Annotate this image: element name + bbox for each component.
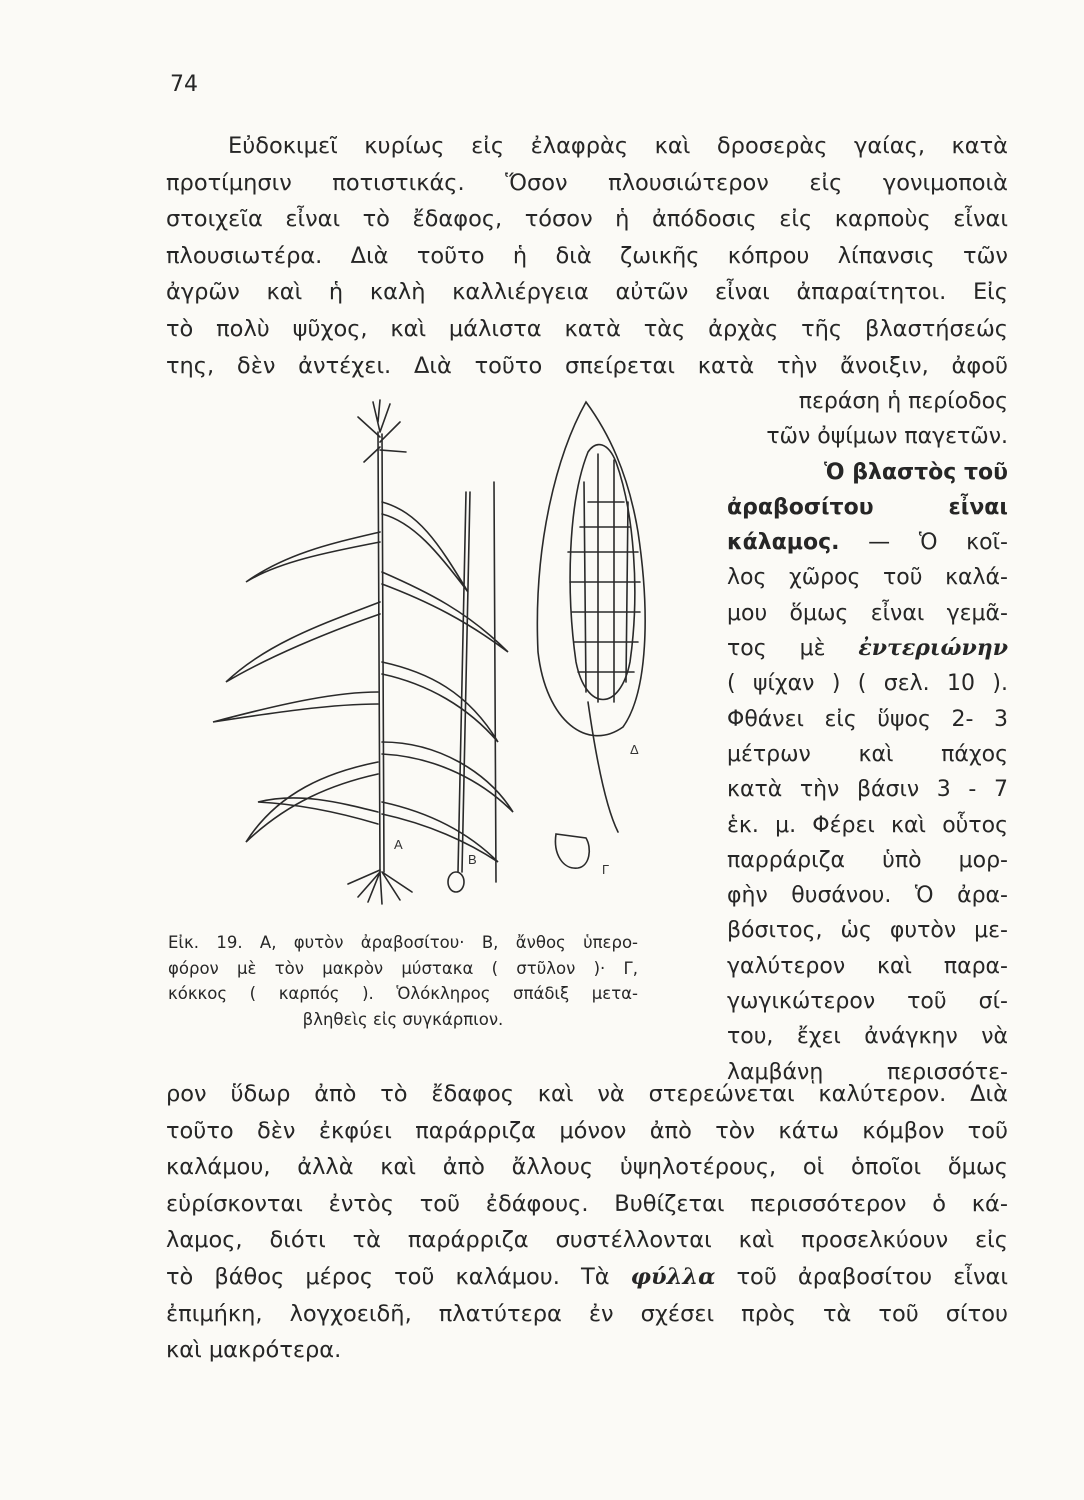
text-fragment: τὸ βάθος μέρος τοῦ καλάμου. Τὰ <box>166 1263 631 1290</box>
leaf <box>258 798 378 824</box>
corn-ear-cob <box>570 445 635 700</box>
text-line: γωγικώτερον τοῦ σί- <box>727 989 1008 1015</box>
leaf <box>213 692 378 722</box>
leaf <box>226 602 380 682</box>
text-fragment: τοῦ ἀραβοσίτου εἶναι <box>715 1263 1008 1290</box>
figure-label-b: Β <box>468 852 477 867</box>
text-line: Φθάνει εἰς ὕψος 2- 3 <box>727 706 1008 732</box>
closing-paragraph <box>166 1076 1008 1369</box>
text-line: μου ὅμως εἶναι γεμᾶ- <box>727 600 1008 626</box>
text-line: τοῦτο δὲν ἐκφύει παράρριζα μόνον ἀπὸ τὸν κάτω κόμβον τοῦ <box>166 1117 1008 1144</box>
text-fragment: τος μὲ <box>727 636 859 662</box>
caption-line: φόρον μὲ τὸν μακρὸν μύστακα ( στῦλον )· Γ, <box>168 958 638 978</box>
roots <box>348 870 412 904</box>
kernel <box>555 834 589 868</box>
leaf <box>382 742 513 812</box>
figure-caption <box>168 930 638 1032</box>
emphasis-term: ἐντεριώνην <box>858 635 1008 662</box>
maize-illustration <box>168 392 703 912</box>
text-fragment: — Ὁ κοῖ- <box>839 530 1008 556</box>
text-line: ἑκ. μ. Φέρει καὶ οὗτος <box>727 812 1008 838</box>
leaf <box>382 572 508 652</box>
text-line: τῶν ὀψίμων παγετῶν. <box>766 424 1008 450</box>
text-line: ( ψίχαν ) ( σελ. 10 ). <box>727 671 1008 697</box>
text-line <box>166 1259 1008 1296</box>
section-heading-line: Ὁ βλαστὸς τοῦ <box>824 459 1008 485</box>
text-line: καὶ μακρότερα. <box>166 1337 342 1364</box>
flower-style <box>458 492 466 872</box>
text-line: Εὐδοκιμεῖ κυρίως εἰς ἐλαφρὰς καὶ δροσερὰς γαίας, κατὰ <box>228 133 1008 159</box>
text-line: του, ἔχει ἀνάγκην νὰ <box>727 1024 1008 1050</box>
text-line: κατὰ τὴν βάσιν 3 - 7 <box>727 777 1008 803</box>
text-line: εὑρίσκονται ἐντὸς τοῦ ἐδάφους. Βυθίζεται περισσότερον ὁ κά- <box>166 1190 1008 1217</box>
side-column-text <box>727 384 1008 1090</box>
section-heading-end: κάλαμος. <box>727 530 840 556</box>
text-line: ρον ὕδωρ ἀπὸ τὸ ἔδαφος καὶ νὰ στερεώνεται καλύτερον. Διὰ <box>166 1081 1008 1107</box>
text-line: λος χῶρος τοῦ καλά- <box>727 565 1008 591</box>
maize-drawing <box>168 392 703 912</box>
text-line: γαλύτερον καὶ παρα- <box>727 953 1008 979</box>
text-line: βόσιτος, ὡς φυτὸν με- <box>727 918 1008 944</box>
text-line: ἀγρῶν καὶ ἡ καλὴ καλλιέργεια αὐτῶν εἶναι ἀπαραίτητοι. Εἰς <box>166 279 1008 306</box>
text-line: μέτρων καὶ πάχος <box>727 741 1008 767</box>
intro-paragraph <box>166 128 1008 384</box>
section-heading-line: ἀραβοσίτου εἶναι <box>727 494 1008 520</box>
text-line: λαμβάνῃ περισσότε- <box>727 1059 1008 1085</box>
text-line: καλάμου, ἀλλὰ καὶ ἀπὸ ἄλλους ὑψηλοτέρους, οἱ ὁποῖοι ὅμως <box>166 1154 1008 1181</box>
figure-label-c: Γ <box>602 862 610 877</box>
caption-line: βληθεὶς εἰς συγκάρπιον. <box>302 1009 504 1029</box>
maize-stalk <box>378 432 380 872</box>
text-line: στοιχεῖα εἶναι τὸ ἔδαφος, τόσον ἡ ἀπόδοσις εἰς καρποὺς εἶναι <box>166 206 1008 233</box>
text-line: φὴν θυσάνου. Ὁ ἀρα- <box>727 883 1008 909</box>
text-line: λαμος, διότι τὰ παράρριζα συστέλλονται καὶ προσελκύουν εἰς <box>166 1227 1008 1254</box>
leaf <box>382 802 498 862</box>
corn-ear-husk <box>537 402 645 736</box>
text-line: τὸ πολὺ ψῦχος, καὶ μάλιστα κατὰ τὰς ἀρχὰς τῆς βλαστήσεώς <box>166 315 1008 342</box>
text-line: προτίμησιν ποτιστικάς. Ὅσον πλουσιώτερον εἰς γονιμοποιὰ <box>166 169 1008 196</box>
text-line: παρράριζα ὑπὸ μορ- <box>727 847 1008 873</box>
figure-label-a: Α <box>394 837 403 852</box>
text-line: της, δὲν ἀντέχει. Διὰ τοῦτο σπείρεται κατὰ τὴν ἄνοιξιν, ἀφοῦ <box>166 352 1008 379</box>
figure-label-d: Δ <box>630 742 639 757</box>
text-line <box>727 631 1008 666</box>
emphasis-term: φύλλα <box>630 1263 716 1290</box>
text-line <box>727 525 1008 560</box>
leaf <box>382 662 498 742</box>
text-line: περάση ἡ περίοδος <box>798 389 1008 414</box>
leaf <box>246 532 380 582</box>
caption-line: κόκκος ( καρπός ). Ὁλόκληρος σπάδιξ μετα- <box>168 984 638 1003</box>
page-number: 74 <box>170 72 198 97</box>
text-line: πλουσιωτέρα. Διὰ τοῦτο ἡ διὰ ζωικῆς κόπρου λίπανσις τῶν <box>166 242 1008 269</box>
caption-line: Εἰκ. 19. Α, φυτὸν ἀραβοσίτου· Β, ἄνθος ὑπερο- <box>168 933 638 952</box>
text-line: ἐπιμήκη, λογχοειδῆ, πλατύτερα ἐν σχέσει πρὸς τὰ τοῦ σίτου <box>166 1300 1008 1327</box>
